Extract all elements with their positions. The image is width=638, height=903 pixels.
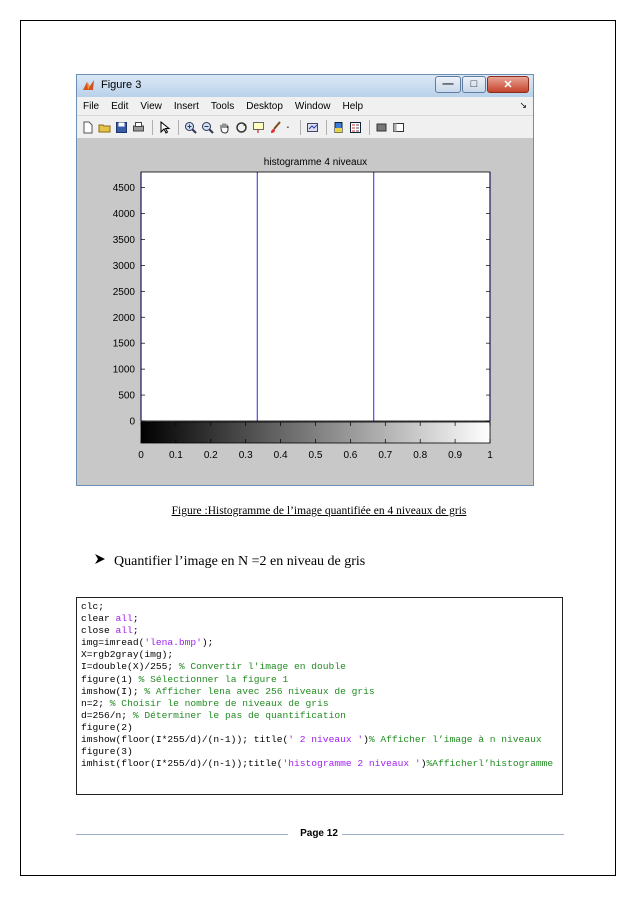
toolbar-separator <box>369 120 370 135</box>
figure-toolbar <box>77 115 533 139</box>
data-cursor-icon[interactable] <box>252 121 265 134</box>
code-text: imshow(I); <box>81 685 145 697</box>
code-line <box>81 686 562 698</box>
x-tick-label: 0.1 <box>168 450 183 461</box>
code-line <box>81 698 562 710</box>
code-text: close <box>81 625 116 637</box>
menu-help[interactable]: Help <box>342 100 364 112</box>
code-text: ; <box>132 625 139 637</box>
code-text: ) <box>363 734 369 746</box>
code-line <box>81 637 562 649</box>
window-controls <box>434 76 529 93</box>
zoom-out-icon[interactable] <box>201 121 214 134</box>
code-text: clear <box>81 613 116 625</box>
y-tick-label: 3000 <box>112 260 135 272</box>
code-comment: % Déterminer le pas de quantification <box>132 709 346 721</box>
code-line <box>81 710 562 722</box>
maximize-icon: □ <box>470 78 478 90</box>
code-text: ) <box>420 758 427 770</box>
x-tick-label: 1 <box>487 450 493 461</box>
rotate-3d-icon[interactable] <box>235 121 248 134</box>
arrow-bullet-icon <box>94 553 106 565</box>
code-line <box>81 661 562 673</box>
code-string: all <box>115 625 133 637</box>
code-comment: % Sélectionner la figure 1 <box>138 673 289 685</box>
code-text: ); <box>201 637 214 649</box>
figure-window <box>76 74 534 486</box>
save-icon[interactable] <box>115 121 128 134</box>
close-icon: ✕ <box>503 79 513 91</box>
code-line <box>81 649 562 661</box>
axes-background <box>141 172 490 421</box>
pan-icon[interactable] <box>218 121 231 134</box>
toolbar-separator <box>178 120 179 135</box>
code-comment: % Afficher l’image à n niveaux <box>368 734 542 746</box>
chart-title: histogramme 4 niveaux <box>263 157 368 168</box>
y-tick-label: 0 <box>129 416 135 428</box>
dock-arrow-icon[interactable]: ↘ <box>519 100 527 110</box>
new-file-icon[interactable] <box>81 121 94 134</box>
caption-text: Figure :Histogramme de l’image quantifiée en 4 niveaux de gris <box>171 505 467 517</box>
code-text: figure(1) <box>81 673 139 685</box>
minimize-button[interactable] <box>435 76 461 93</box>
code-text: clc; <box>81 601 105 612</box>
code-text: figure(3) <box>81 746 133 758</box>
x-tick-label: 0.7 <box>378 450 393 461</box>
print-icon[interactable] <box>132 121 145 134</box>
zoom-in-icon[interactable] <box>184 121 197 134</box>
code-text: I=double(X)/255; <box>81 661 179 673</box>
code-line <box>81 758 562 770</box>
y-tick-label: 4500 <box>112 183 135 195</box>
menu-file[interactable]: File <box>83 100 100 112</box>
menu-insert[interactable]: Insert <box>173 100 199 112</box>
menu-desktop[interactable]: Desktop <box>246 100 283 112</box>
y-tick-label: 1000 <box>112 364 135 376</box>
figure-caption <box>0 505 638 517</box>
figure-canvas <box>77 139 533 485</box>
menu-tools[interactable]: Tools <box>210 100 235 112</box>
y-tick-label: 4000 <box>112 209 135 220</box>
bullet-item <box>94 553 365 570</box>
code-text: img=imread( <box>81 637 145 649</box>
code-line <box>81 625 562 637</box>
y-tick-label: 3500 <box>112 234 135 246</box>
x-tick-label: 0.6 <box>343 450 358 461</box>
maximize-button[interactable] <box>462 76 486 93</box>
matlab-app-icon <box>82 79 95 92</box>
y-tick-label: 1500 <box>112 338 135 350</box>
legend-icon[interactable] <box>349 121 362 134</box>
x-tick-label: 0 <box>138 450 144 461</box>
x-tick-label: 0.8 <box>413 450 428 461</box>
y-tick-label: 2000 <box>112 312 135 324</box>
open-folder-icon[interactable] <box>98 121 111 134</box>
toolbar-separator <box>326 120 327 135</box>
x-tick-label: 0.9 <box>448 450 463 461</box>
code-string: 'histogramme 2 niveaux ' <box>282 758 421 770</box>
figure-titlebar[interactable] <box>77 75 533 97</box>
code-comment: % Convertir l'image en double <box>178 661 346 673</box>
code-string: all <box>115 613 133 625</box>
page-number: Page 12 <box>300 828 338 839</box>
code-text: imshow(floor(I*255/d)/(n-1)); title( <box>81 734 289 746</box>
brush-icon[interactable] <box>269 121 282 134</box>
code-text: imhist(floor(I*255/d)/(n-1));title( <box>81 758 283 770</box>
dropdown-arrow-icon[interactable] <box>286 121 293 134</box>
code-line <box>81 613 562 625</box>
code-line <box>81 601 562 613</box>
code-string: ' 2 niveaux ' <box>288 734 364 746</box>
hide-plot-tools-icon[interactable] <box>375 121 388 134</box>
toolbar-separator <box>152 120 153 135</box>
x-tick-label: 0.5 <box>308 450 323 461</box>
y-tick-label: 500 <box>118 390 135 402</box>
code-text: figure(2) <box>81 721 133 733</box>
code-string: 'lena.bmp' <box>144 637 202 649</box>
code-text: d=256/n; <box>81 709 133 721</box>
histogram-chart <box>77 139 533 485</box>
toolbar-separator <box>300 120 301 135</box>
x-tick-label: 0.3 <box>238 450 253 461</box>
code-comment: %Afficherl’histogramme <box>426 758 554 770</box>
colorbar-icon[interactable] <box>332 121 345 134</box>
pointer-icon[interactable] <box>158 121 171 134</box>
menu-bar <box>77 97 533 115</box>
menu-edit[interactable]: Edit <box>111 100 129 112</box>
show-plot-tools-icon[interactable] <box>392 121 405 134</box>
code-line <box>81 734 562 746</box>
menu-view[interactable]: View <box>140 100 162 112</box>
code-text: X=rgb2gray(img); <box>81 649 174 661</box>
figure-title: Figure 3 <box>101 79 142 91</box>
minimize-icon: — <box>442 78 454 90</box>
code-line <box>81 722 562 734</box>
matlab-code-block <box>76 597 563 795</box>
x-tick-label: 0.4 <box>273 450 288 461</box>
code-text: ; <box>132 613 139 625</box>
bullet-text: Quantifier l’image en N =2 en niveau de gris <box>114 554 366 569</box>
y-tick-label: 2500 <box>112 286 135 298</box>
code-line <box>81 746 562 758</box>
code-comment: % Choisir le nombre de niveaux de gris <box>109 697 329 709</box>
link-plot-icon[interactable] <box>306 121 319 134</box>
close-button[interactable] <box>487 76 529 93</box>
code-text: n=2; <box>81 697 110 709</box>
code-comment: % Afficher lena avec 256 niveaux de gris <box>144 685 375 697</box>
code-line <box>81 674 562 686</box>
menu-window[interactable]: Window <box>294 100 331 112</box>
x-tick-label: 0.2 <box>203 450 218 461</box>
